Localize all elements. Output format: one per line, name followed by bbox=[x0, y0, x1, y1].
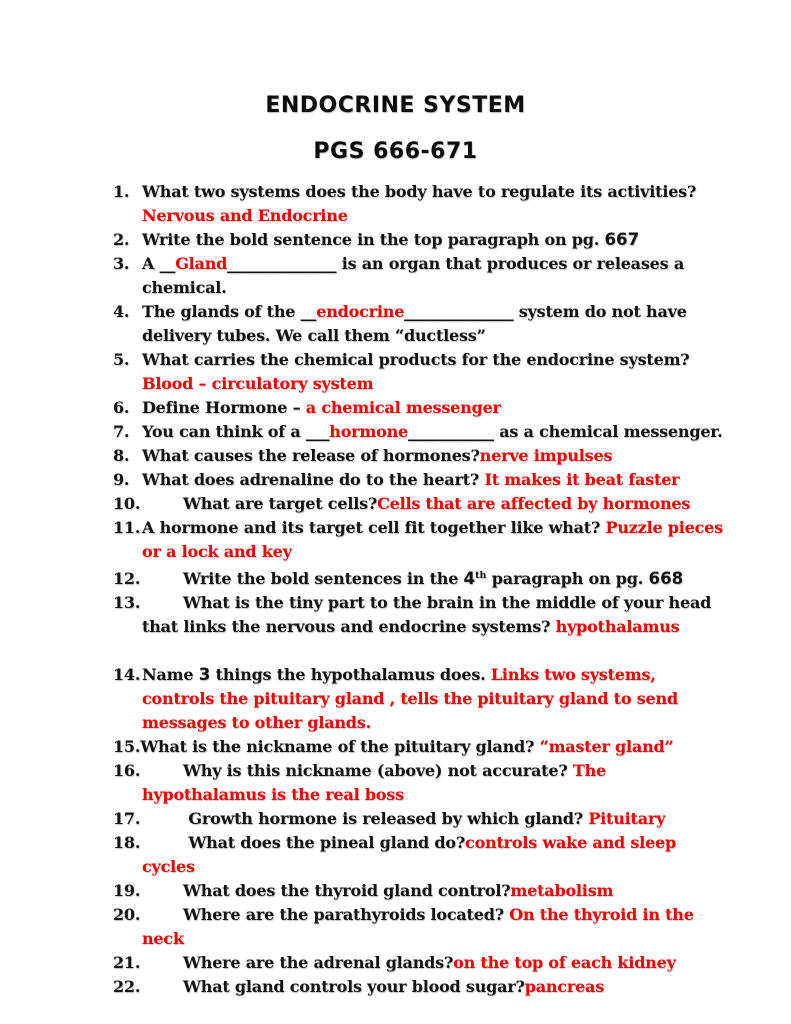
question-number: 5. bbox=[113, 350, 130, 369]
question-text: Where are the adrenal glands? bbox=[183, 953, 454, 972]
question-item bbox=[113, 444, 725, 468]
answer-text: The hypothalamus is the real boss bbox=[142, 761, 607, 804]
question-number: 16. bbox=[113, 761, 141, 780]
question-item bbox=[113, 516, 725, 564]
question-item bbox=[113, 252, 725, 300]
question-number: 6. bbox=[113, 398, 130, 417]
answer-text: controls wake and sleep cycles bbox=[142, 833, 677, 876]
question-number: 13. bbox=[113, 593, 141, 612]
question-item bbox=[113, 180, 725, 228]
question-item bbox=[113, 300, 725, 348]
question-text: Define Hormone – bbox=[142, 398, 306, 417]
question-list bbox=[113, 180, 725, 999]
answer-text: hormone bbox=[329, 422, 409, 441]
question-number: 15. bbox=[113, 737, 141, 756]
question-item bbox=[113, 468, 725, 492]
question-text: ___________ as a chemical messenger. bbox=[408, 422, 723, 441]
question-number: 20. bbox=[113, 905, 141, 924]
question-number: 17. bbox=[113, 809, 141, 828]
answer-text: on the top of each kidney bbox=[453, 953, 676, 972]
answer-text: a chemical messenger bbox=[305, 398, 501, 417]
question-text: th bbox=[475, 570, 487, 581]
document-title: ENDOCRINE SYSTEM bbox=[265, 93, 526, 118]
question-item bbox=[113, 951, 725, 975]
question-text: What is the nickname of the pituitary gland? bbox=[140, 737, 540, 756]
answer-text: It makes it beat faster bbox=[484, 470, 680, 489]
question-item bbox=[113, 396, 725, 420]
question-text: The glands of the __ bbox=[142, 302, 317, 321]
answer-text: Gland bbox=[175, 254, 228, 273]
question-item bbox=[113, 348, 725, 396]
question-number: 4. bbox=[113, 302, 130, 321]
answer-text: metabolism bbox=[510, 881, 614, 900]
question-text: Why is this nickname (above) not accurate? bbox=[183, 761, 573, 780]
answer-text: Puzzle pieces or a lock and key bbox=[142, 518, 723, 561]
question-text: Write the bold sentence in the top paragraph on pg. bbox=[142, 230, 605, 249]
question-item bbox=[113, 807, 725, 831]
answer-text: pancreas bbox=[524, 977, 605, 996]
question-text: A hormone and its target cell fit together like what? bbox=[142, 518, 606, 537]
question-text: What carries the chemical products for the endocrine system? bbox=[142, 350, 690, 369]
question-number: 12. bbox=[113, 569, 141, 588]
question-text: What two systems does the body have to regulate its activities? bbox=[142, 182, 697, 201]
question-item bbox=[113, 759, 725, 807]
question-text: 4 bbox=[463, 569, 476, 588]
question-text: What is the tiny part to the brain in the middle of your head that links the nervous and endocrine systems? bbox=[142, 593, 712, 636]
question-number: 8. bbox=[113, 446, 130, 465]
answer-text: Cells that are affected by hormones bbox=[377, 494, 691, 513]
question-text: What gland controls your blood sugar? bbox=[183, 977, 525, 996]
question-number: 18. bbox=[113, 833, 141, 852]
question-number: 9. bbox=[113, 470, 130, 489]
question-text: ______________ system do not have delivery tubes. We call them “ductless” bbox=[142, 302, 687, 345]
question-number: 14. bbox=[113, 665, 141, 684]
question-text: things the hypothalamus does. bbox=[210, 665, 491, 684]
question-text: What causes the release of hormones? bbox=[142, 446, 480, 465]
answer-text: Nervous and Endocrine bbox=[142, 206, 348, 225]
question-text: You can think of a ___ bbox=[142, 422, 330, 441]
question-text: 667 bbox=[604, 230, 640, 249]
answer-text: hypothalamus bbox=[555, 617, 680, 636]
question-text: ______________ is an organ that produces or releases a chemical. bbox=[142, 254, 684, 297]
answer-text: On the thyroid in the neck bbox=[142, 905, 694, 948]
question-item bbox=[113, 663, 725, 735]
answer-text: “master gland” bbox=[539, 737, 674, 756]
question-number: 2. bbox=[113, 230, 130, 249]
question-item bbox=[113, 564, 725, 591]
answer-text: Pituitary bbox=[588, 809, 666, 828]
question-item bbox=[113, 735, 725, 759]
question-item bbox=[113, 879, 725, 903]
question-number: 3. bbox=[113, 254, 130, 273]
question-text: Where are the parathyroids located? bbox=[183, 905, 510, 924]
question-text: Write the bold sentences in the bbox=[183, 569, 464, 588]
question-item bbox=[113, 831, 725, 879]
question-item bbox=[113, 975, 725, 999]
question-text: Name bbox=[142, 665, 199, 684]
question-item bbox=[113, 420, 725, 444]
question-text: A __ bbox=[142, 254, 176, 273]
question-item bbox=[113, 903, 725, 951]
question-number: 21. bbox=[113, 953, 141, 972]
question-number: 1. bbox=[113, 182, 130, 201]
answer-text: nerve impulses bbox=[479, 446, 613, 465]
question-text: Growth hormone is released by which gland? bbox=[183, 809, 589, 828]
answer-text: Links two systems, controls the pituitary gland , tells the pituitary gland to send messages to other glands. bbox=[142, 665, 678, 732]
question-text: What are target cells? bbox=[183, 494, 378, 513]
document-subtitle: PGS 666-671 bbox=[313, 139, 478, 164]
question-text: 3 bbox=[198, 665, 211, 684]
question-number: 11. bbox=[113, 518, 141, 537]
question-text: 668 bbox=[648, 569, 684, 588]
question-text: What does the pineal gland do? bbox=[183, 833, 466, 852]
question-number: 7. bbox=[113, 422, 130, 441]
question-item bbox=[113, 228, 725, 252]
question-text: paragraph on pg. bbox=[486, 569, 649, 588]
question-text: What does adrenaline do to the heart? bbox=[142, 470, 485, 489]
answer-text: endocrine bbox=[316, 302, 405, 321]
question-text: What does the thyroid gland control? bbox=[183, 881, 511, 900]
question-item bbox=[113, 591, 725, 639]
question-item bbox=[113, 492, 725, 516]
question-number: 10. bbox=[113, 494, 141, 513]
question-number: 22. bbox=[113, 977, 141, 996]
question-number: 19. bbox=[113, 881, 141, 900]
answer-text: Blood – circulatory system bbox=[142, 374, 374, 393]
